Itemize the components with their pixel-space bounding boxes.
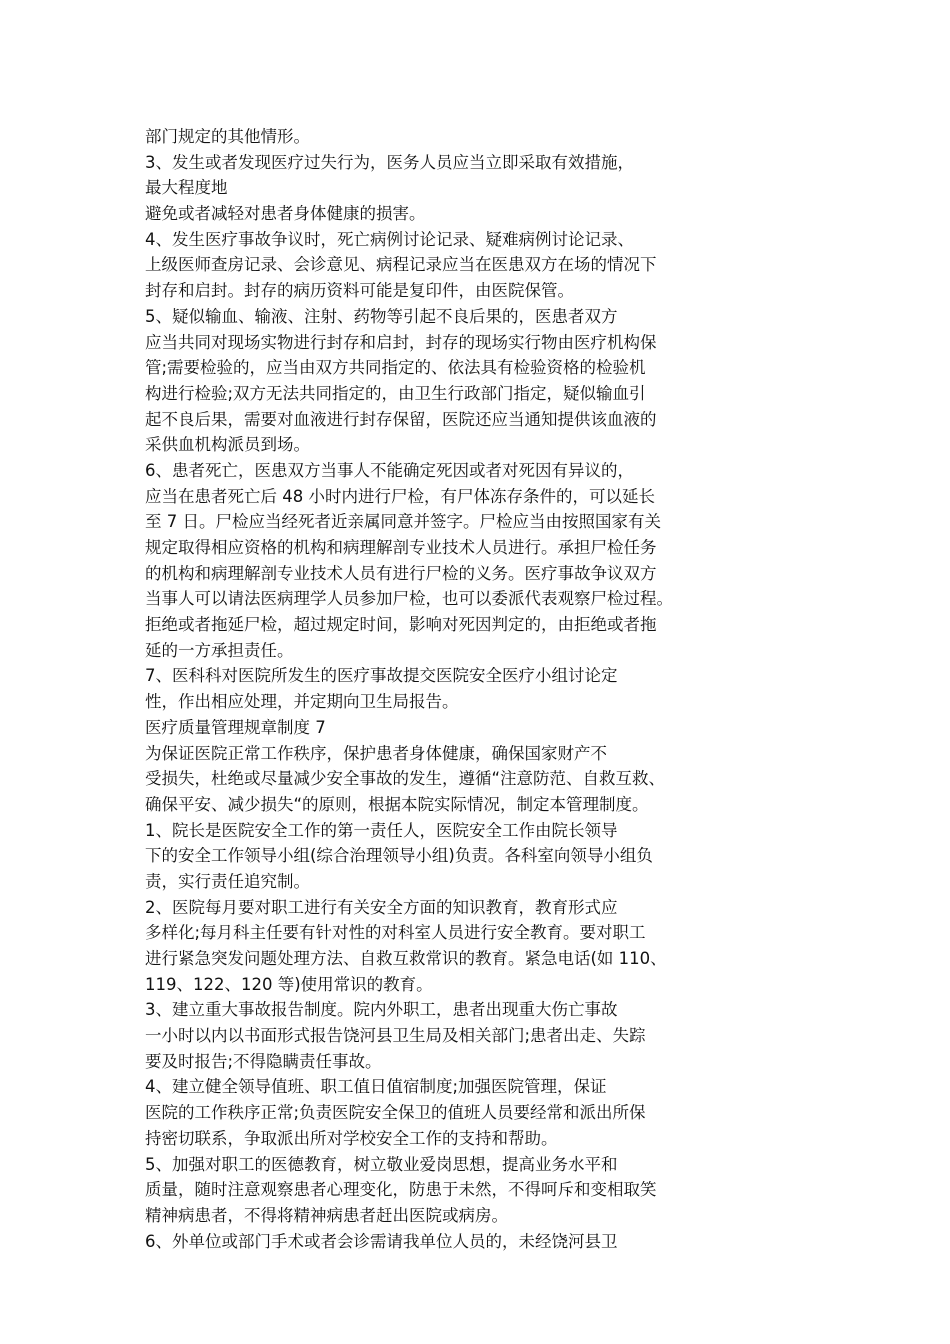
text-line: 上级医师查房记录、会诊意见、病程记录应当在医患双方在场的情况下 xyxy=(145,255,657,275)
text-line: 医院的工作秩序正常;负责医院安全保卫的值班人员要经常和派出所保 xyxy=(145,1103,646,1123)
text-line: 当事人可以请法医病理学人员参加尸检，也可以委派代表观察尸检过程。 xyxy=(145,589,673,609)
text-line: 4、发生医疗事故争议时，死亡病例讨论记录、疑难病例讨论记录、 xyxy=(145,229,634,249)
text-line: 拒绝或者拖延尸检，超过规定时间，影响对死因判定的，由拒绝或者拖 xyxy=(145,615,657,635)
text-line: 5、疑似输血、输液、注射、药物等引起不良后果的，医患者双方 xyxy=(145,306,618,326)
text-line: 最大程度地 xyxy=(145,178,228,198)
text-line: 下的安全工作领导小组(综合治理领导小组)负责。各科室向领导小组负 xyxy=(145,846,653,866)
text-line: 部门规定的其他情形。 xyxy=(145,127,310,146)
text-line: 确保平安、减少损失“的原则，根据本院实际情况，制定本管理制度。 xyxy=(145,794,649,814)
document-body xyxy=(145,124,805,1254)
text-line: 封存和启封。封存的病历资料可能是复印件，由医院保管。 xyxy=(145,281,574,301)
text-line: 受损失，杜绝或尽量减少安全事故的发生，遵循“注意防范、自救互救、 xyxy=(145,769,666,789)
text-line: 医疗质量管理规章制度 7 xyxy=(145,717,326,737)
text-line: 进行紧急突发问题处理方法、自救互救常识的教育。紧急电话(如 110、 xyxy=(145,949,667,968)
text-line: 7、医科科对医院所发生的医疗事故提交医院安全医疗小组讨论定 xyxy=(145,666,618,686)
text-line: 持密切联系，争取派出所对学校安全工作的支持和帮助。 xyxy=(145,1128,558,1148)
text-line: 6、患者死亡，医患双方当事人不能确定死因或者对死因有异议的， xyxy=(145,460,634,480)
text-line: 应当在患者死亡后 48 小时内进行尸检，有尸体冻存条件的，可以延长 xyxy=(145,486,655,506)
text-line: 责，实行责任追究制。 xyxy=(145,871,310,891)
text-line: 2、医院每月要对职工进行有关安全方面的知识教育，教育形式应 xyxy=(145,897,618,917)
text-line: 的机构和病理解剖专业技术人员有进行尸检的义务。医疗事故争议双方 xyxy=(145,563,657,583)
text-line: 为保证医院正常工作秩序，保护患者身体健康，确保国家财产不 xyxy=(145,743,607,763)
text-line: 延的一方承担责任。 xyxy=(145,640,294,660)
text-line: 119、122、120 等)使用常识的教育。 xyxy=(145,974,433,994)
text-line: 4、建立健全领导值班、职工值日值宿制度;加强医院管理，保证 xyxy=(145,1077,607,1097)
text-line: 采供血机构派员到场。 xyxy=(145,435,310,455)
text-line: 构进行检验;双方无法共同指定的，由卫生行政部门指定，疑似输血引 xyxy=(145,383,646,403)
text-line: 1、院长是医院安全工作的第一责任人，医院安全工作由院长领导 xyxy=(145,820,618,840)
text-line: 质量，随时注意观察患者心理变化，防患于未然，不得呵斥和变相取笑 xyxy=(145,1180,657,1200)
text-line: 6、外单位或部门手术或者会诊需请我单位人员的，未经饶河县卫 xyxy=(145,1231,618,1251)
text-line: 要及时报告;不得隐瞒责任事故。 xyxy=(145,1051,382,1071)
text-line: 应当共同对现场实物进行封存和启封，封存的现场实行物由医疗机构保 xyxy=(145,332,657,352)
text-line: 一小时以内以书面形式报告饶河县卫生局及相关部门;患者出走、失踪 xyxy=(145,1026,646,1046)
text-line: 起不良后果，需要对血液进行封存保留，医院还应当通知提供该血液的 xyxy=(145,409,657,429)
text-line: 避免或者减轻对患者身体健康的损害。 xyxy=(145,204,426,224)
text-line: 多样化;每月科主任要有针对性的对科室人员进行安全教育。要对职工 xyxy=(145,923,646,943)
text-line: 3、发生或者发现医疗过失行为，医务人员应当立即采取有效措施， xyxy=(145,152,634,172)
text-line: 至 7 日。尸检应当经死者近亲属同意并签字。尸检应当由按照国家有关 xyxy=(145,512,661,532)
text-line: 3、建立重大事故报告制度。院内外职工，患者出现重大伤亡事故 xyxy=(145,1000,618,1020)
text-line: 精神病患者，不得将精神病患者赶出医院或病房。 xyxy=(145,1205,508,1225)
text-line: 5、加强对职工的医德教育，树立敬业爱岗思想，提高业务水平和 xyxy=(145,1154,618,1174)
text-line: 规定取得相应资格的机构和病理解剖专业技术人员进行。承担尸检任务 xyxy=(145,538,657,557)
text-line: 管;需要检验的，应当由双方共同指定的、依法具有检验资格的检验机 xyxy=(145,358,646,378)
text-line: 性，作出相应处理，并定期向卫生局报告。 xyxy=(145,692,459,712)
